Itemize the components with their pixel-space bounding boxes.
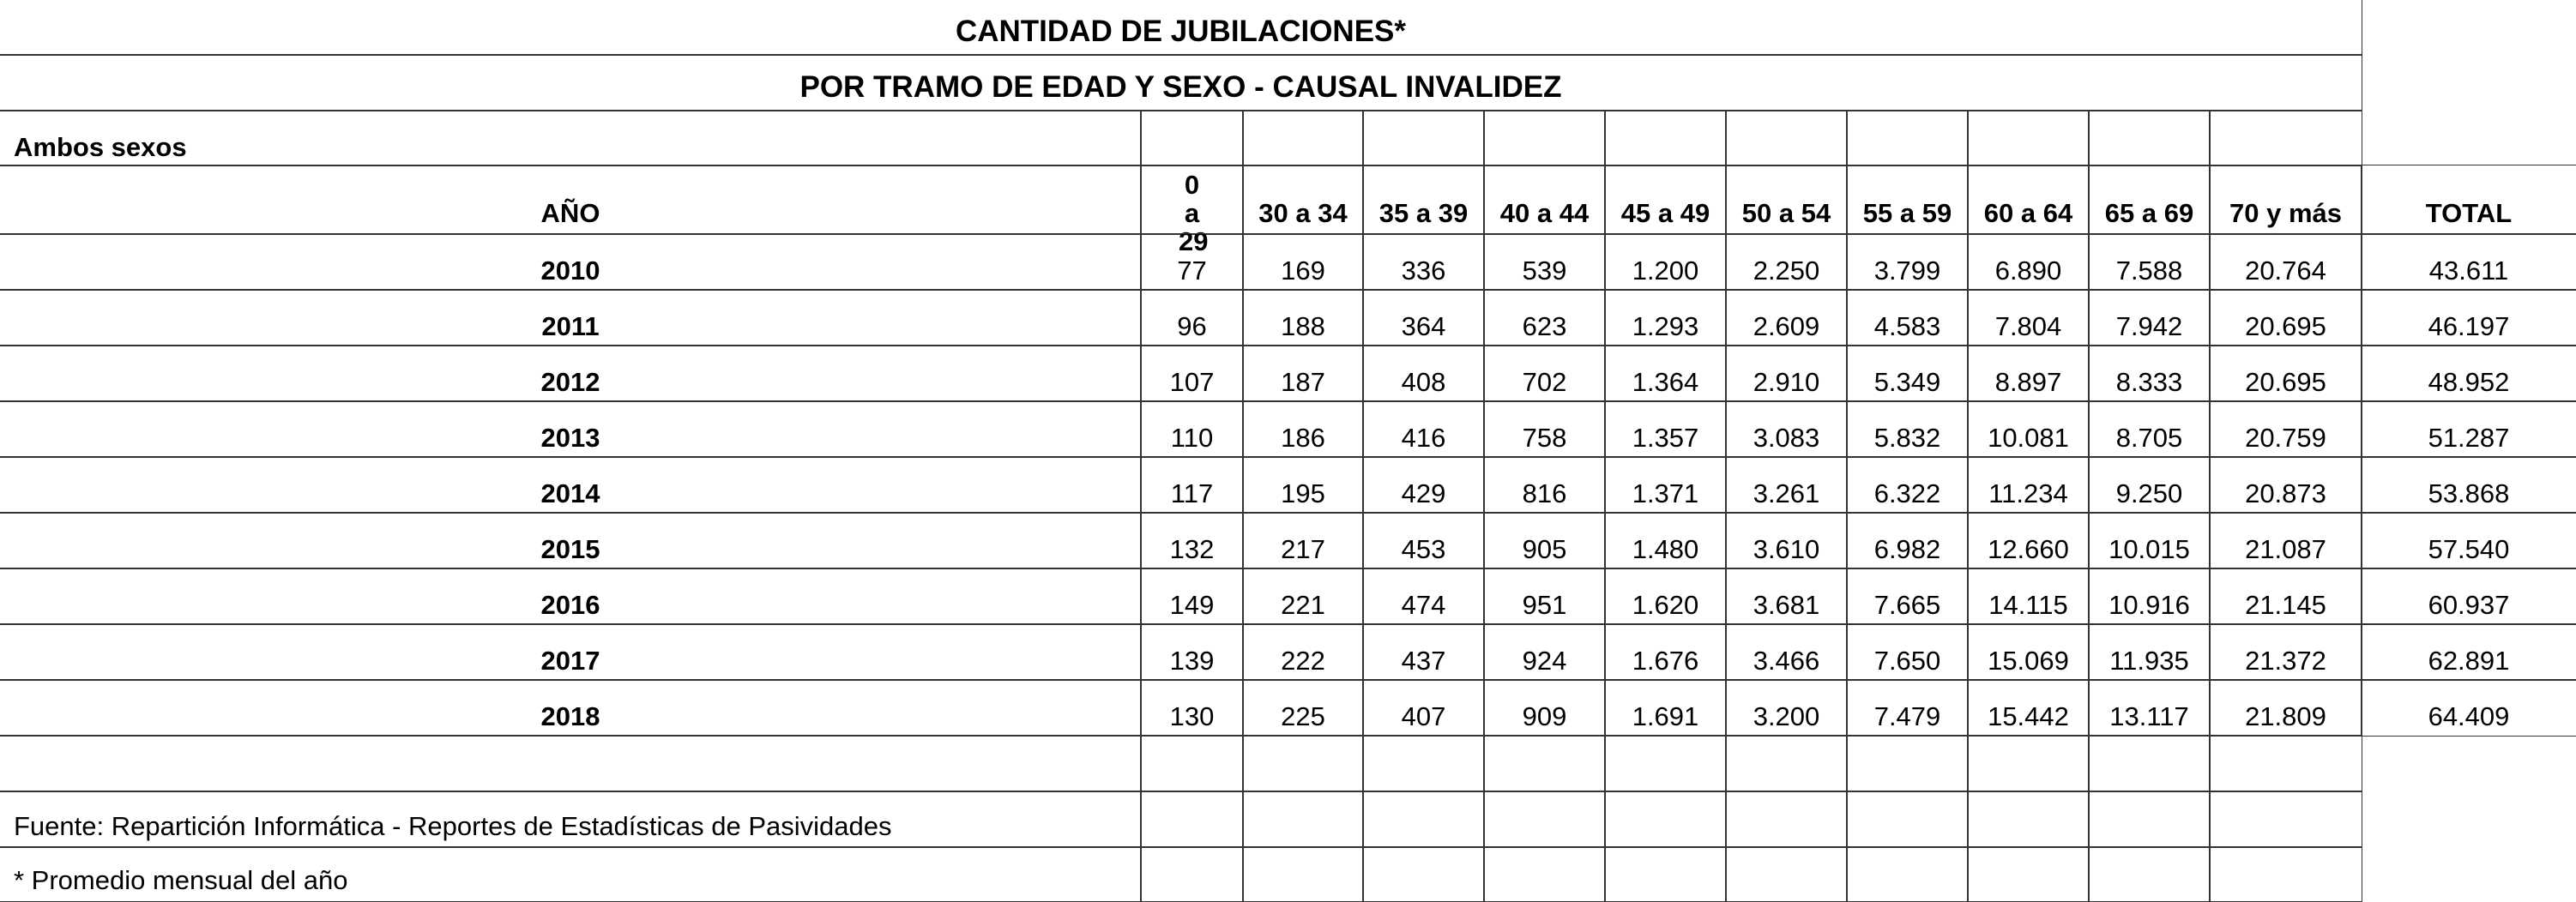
value-cell: 758 xyxy=(1522,423,1567,453)
value-cell: 20.873 xyxy=(2245,478,2326,508)
value-cell: 3.200 xyxy=(1753,701,1820,731)
value-cell: 7.588 xyxy=(2115,256,2183,286)
value-cell: 1.200 xyxy=(1632,256,1699,286)
empty-cell xyxy=(1967,735,2090,792)
empty-cell xyxy=(1362,846,1485,902)
value-cell: 8.705 xyxy=(2115,423,2183,453)
value-cell: 46.197 xyxy=(2428,311,2510,341)
value-cell: 2.910 xyxy=(1753,367,1820,397)
column-header-50-a-54: 50 a 54 xyxy=(1741,198,1831,228)
column-header-70-y-más: 70 y más xyxy=(2229,198,2342,228)
value-cell: 7.479 xyxy=(1873,701,1941,731)
value-cell: 15.069 xyxy=(1988,646,2069,676)
value-cell: 951 xyxy=(1522,590,1567,620)
column-header-0-29: 0 a 29 xyxy=(1179,170,1209,256)
empty-cell xyxy=(1242,846,1364,902)
empty-cell xyxy=(1483,110,1606,166)
value-cell: 48.952 xyxy=(2428,367,2510,397)
empty-cell xyxy=(1604,846,1727,902)
empty-cell xyxy=(1140,791,1244,848)
value-cell: 2.250 xyxy=(1753,256,1820,286)
empty-cell xyxy=(1846,110,1969,166)
value-cell: 4.583 xyxy=(1873,311,1941,341)
empty-cell xyxy=(1604,735,1727,792)
empty-cell xyxy=(1967,791,2090,848)
value-cell: 225 xyxy=(1281,701,1325,731)
value-cell: 1.480 xyxy=(1632,534,1699,564)
value-cell: 3.799 xyxy=(1873,256,1941,286)
value-cell: 1.620 xyxy=(1632,590,1699,620)
value-cell: 1.293 xyxy=(1632,311,1699,341)
value-cell: 3.261 xyxy=(1753,478,1820,508)
year-cell: 2011 xyxy=(541,311,600,341)
value-cell: 169 xyxy=(1281,256,1325,286)
value-cell: 3.083 xyxy=(1753,423,1820,453)
value-cell: 62.891 xyxy=(2428,646,2510,676)
column-header-60-a-64: 60 a 64 xyxy=(1983,198,2073,228)
empty-cell xyxy=(1725,735,1848,792)
value-cell: 222 xyxy=(1281,646,1325,676)
empty-cell xyxy=(1846,735,1969,792)
value-cell: 474 xyxy=(1401,590,1446,620)
column-header-55-a-59: 55 a 59 xyxy=(1862,198,1952,228)
value-cell: 6.322 xyxy=(1873,478,1941,508)
value-cell: 8.333 xyxy=(2115,367,2183,397)
value-cell: 60.937 xyxy=(2428,590,2510,620)
empty-cell xyxy=(1967,110,2090,166)
value-cell: 5.832 xyxy=(1873,423,1941,453)
value-cell: 15.442 xyxy=(1988,701,2069,731)
value-cell: 7.650 xyxy=(1873,646,1941,676)
column-header-40-a-44: 40 a 44 xyxy=(1499,198,1590,228)
value-cell: 186 xyxy=(1281,423,1325,453)
column-header-35-a-39: 35 a 39 xyxy=(1378,198,1469,228)
table-subtitle: POR TRAMO DE EDAD Y SEXO - CAUSAL INVALIDEZ xyxy=(799,70,1562,104)
value-cell: 20.764 xyxy=(2245,256,2326,286)
value-cell: 187 xyxy=(1281,367,1325,397)
empty-cell xyxy=(1846,846,1969,902)
empty-cell xyxy=(1967,846,2090,902)
empty-cell xyxy=(1725,846,1848,902)
value-cell: 21.145 xyxy=(2245,590,2326,620)
value-cell: 3.466 xyxy=(1753,646,1820,676)
value-cell: 21.809 xyxy=(2245,701,2326,731)
value-cell: 1.364 xyxy=(1632,367,1699,397)
value-cell: 336 xyxy=(1401,256,1446,286)
value-cell: 7.804 xyxy=(1994,311,2062,341)
value-cell: 221 xyxy=(1281,590,1325,620)
empty-cell xyxy=(1725,110,1848,166)
value-cell: 217 xyxy=(1281,534,1325,564)
empty-cell xyxy=(1483,846,1606,902)
value-cell: 77 xyxy=(1177,256,1207,286)
value-cell: 53.868 xyxy=(2428,478,2510,508)
value-cell: 623 xyxy=(1522,311,1567,341)
value-cell: 924 xyxy=(1522,646,1567,676)
value-cell: 14.115 xyxy=(1988,590,2068,620)
value-cell: 21.372 xyxy=(2245,646,2326,676)
source-note: Fuente: Repartición Informática - Reportes de Estadísticas de Pasividades xyxy=(14,811,892,841)
value-cell: 12.660 xyxy=(1988,534,2069,564)
value-cell: 20.759 xyxy=(2245,423,2326,453)
value-cell: 9.250 xyxy=(2115,478,2183,508)
year-cell: 2016 xyxy=(540,590,600,620)
value-cell: 64.409 xyxy=(2428,701,2510,731)
value-cell: 13.117 xyxy=(2109,701,2189,731)
value-cell: 132 xyxy=(1169,534,1215,564)
value-cell: 107 xyxy=(1169,367,1215,397)
value-cell: 408 xyxy=(1401,367,1446,397)
value-cell: 57.540 xyxy=(2428,534,2510,564)
year-cell: 2018 xyxy=(540,701,600,731)
value-cell: 1.371 xyxy=(1632,478,1699,508)
column-header-total: TOTAL xyxy=(2425,198,2513,228)
value-cell: 3.610 xyxy=(1753,534,1820,564)
year-cell: 2014 xyxy=(540,478,600,508)
value-cell: 702 xyxy=(1522,367,1567,397)
empty-cell xyxy=(1140,110,1244,166)
value-cell: 51.287 xyxy=(2428,423,2510,453)
value-cell: 429 xyxy=(1401,478,1446,508)
value-cell: 437 xyxy=(1401,646,1446,676)
column-header-65-a-69: 65 a 69 xyxy=(2104,198,2194,228)
empty-cell xyxy=(1483,791,1606,848)
group-label: Ambos sexos xyxy=(14,132,187,162)
value-cell: 149 xyxy=(1169,590,1215,620)
empty-cell xyxy=(2209,791,2362,848)
empty-cell xyxy=(1242,735,1364,792)
empty-cell xyxy=(2209,846,2362,902)
value-cell: 6.890 xyxy=(1994,256,2062,286)
value-cell: 1.691 xyxy=(1632,701,1699,731)
value-cell: 117 xyxy=(1170,478,1214,508)
value-cell: 364 xyxy=(1401,311,1446,341)
value-cell: 909 xyxy=(1522,701,1567,731)
value-cell: 453 xyxy=(1401,534,1446,564)
value-cell: 5.349 xyxy=(1873,367,1941,397)
empty-cell xyxy=(1140,735,1244,792)
year-cell: 2010 xyxy=(540,256,600,286)
column-header-30-a-34: 30 a 34 xyxy=(1258,198,1348,228)
column-header-year: AÑO xyxy=(540,198,600,228)
page-title: CANTIDAD DE JUBILACIONES* xyxy=(955,15,1407,48)
value-cell: 20.695 xyxy=(2245,311,2326,341)
year-cell: 2012 xyxy=(540,367,600,397)
value-cell: 6.982 xyxy=(1873,534,1941,564)
column-header-45-a-49: 45 a 49 xyxy=(1620,198,1710,228)
empty-cell xyxy=(0,735,1142,792)
empty-cell xyxy=(1483,735,1606,792)
empty-cell xyxy=(1242,791,1364,848)
empty-cell xyxy=(2088,735,2211,792)
footnote: * Promedio mensual del año xyxy=(14,865,348,895)
value-cell: 188 xyxy=(1281,311,1325,341)
empty-cell xyxy=(2088,791,2211,848)
empty-cell xyxy=(1362,735,1485,792)
value-cell: 7.942 xyxy=(2115,311,2183,341)
value-cell: 139 xyxy=(1169,646,1215,676)
empty-cell xyxy=(1140,846,1244,902)
value-cell: 416 xyxy=(1401,423,1446,453)
empty-cell xyxy=(2209,735,2362,792)
value-cell: 10.015 xyxy=(2108,534,2190,564)
value-cell: 195 xyxy=(1281,478,1325,508)
value-cell: 130 xyxy=(1169,701,1215,731)
value-cell: 2.609 xyxy=(1753,311,1820,341)
empty-cell xyxy=(1846,791,1969,848)
value-cell: 110 xyxy=(1170,423,1214,453)
empty-cell xyxy=(1604,791,1727,848)
value-cell: 905 xyxy=(1522,534,1567,564)
value-cell: 1.676 xyxy=(1632,646,1699,676)
value-cell: 20.695 xyxy=(2245,367,2326,397)
value-cell: 96 xyxy=(1177,311,1207,341)
empty-cell xyxy=(1362,110,1485,166)
value-cell: 1.357 xyxy=(1632,423,1699,453)
value-cell: 10.916 xyxy=(2108,590,2190,620)
value-cell: 8.897 xyxy=(1994,367,2062,397)
value-cell: 407 xyxy=(1401,701,1446,731)
value-cell: 10.081 xyxy=(1988,423,2069,453)
value-cell: 11.935 xyxy=(2109,646,2189,676)
year-cell: 2013 xyxy=(540,423,600,453)
empty-cell xyxy=(2088,110,2211,166)
value-cell: 11.234 xyxy=(1988,478,2068,508)
empty-cell xyxy=(2209,110,2362,166)
value-cell: 43.611 xyxy=(2428,256,2509,286)
empty-cell xyxy=(1604,110,1727,166)
empty-cell xyxy=(1725,791,1848,848)
empty-cell xyxy=(2088,846,2211,902)
value-cell: 539 xyxy=(1522,256,1567,286)
year-cell: 2017 xyxy=(540,646,600,676)
value-cell: 21.087 xyxy=(2245,534,2326,564)
value-cell: 3.681 xyxy=(1753,590,1820,620)
empty-cell xyxy=(1362,791,1485,848)
empty-cell xyxy=(1242,110,1364,166)
value-cell: 816 xyxy=(1522,478,1567,508)
year-cell: 2015 xyxy=(540,534,600,564)
value-cell: 7.665 xyxy=(1873,590,1941,620)
